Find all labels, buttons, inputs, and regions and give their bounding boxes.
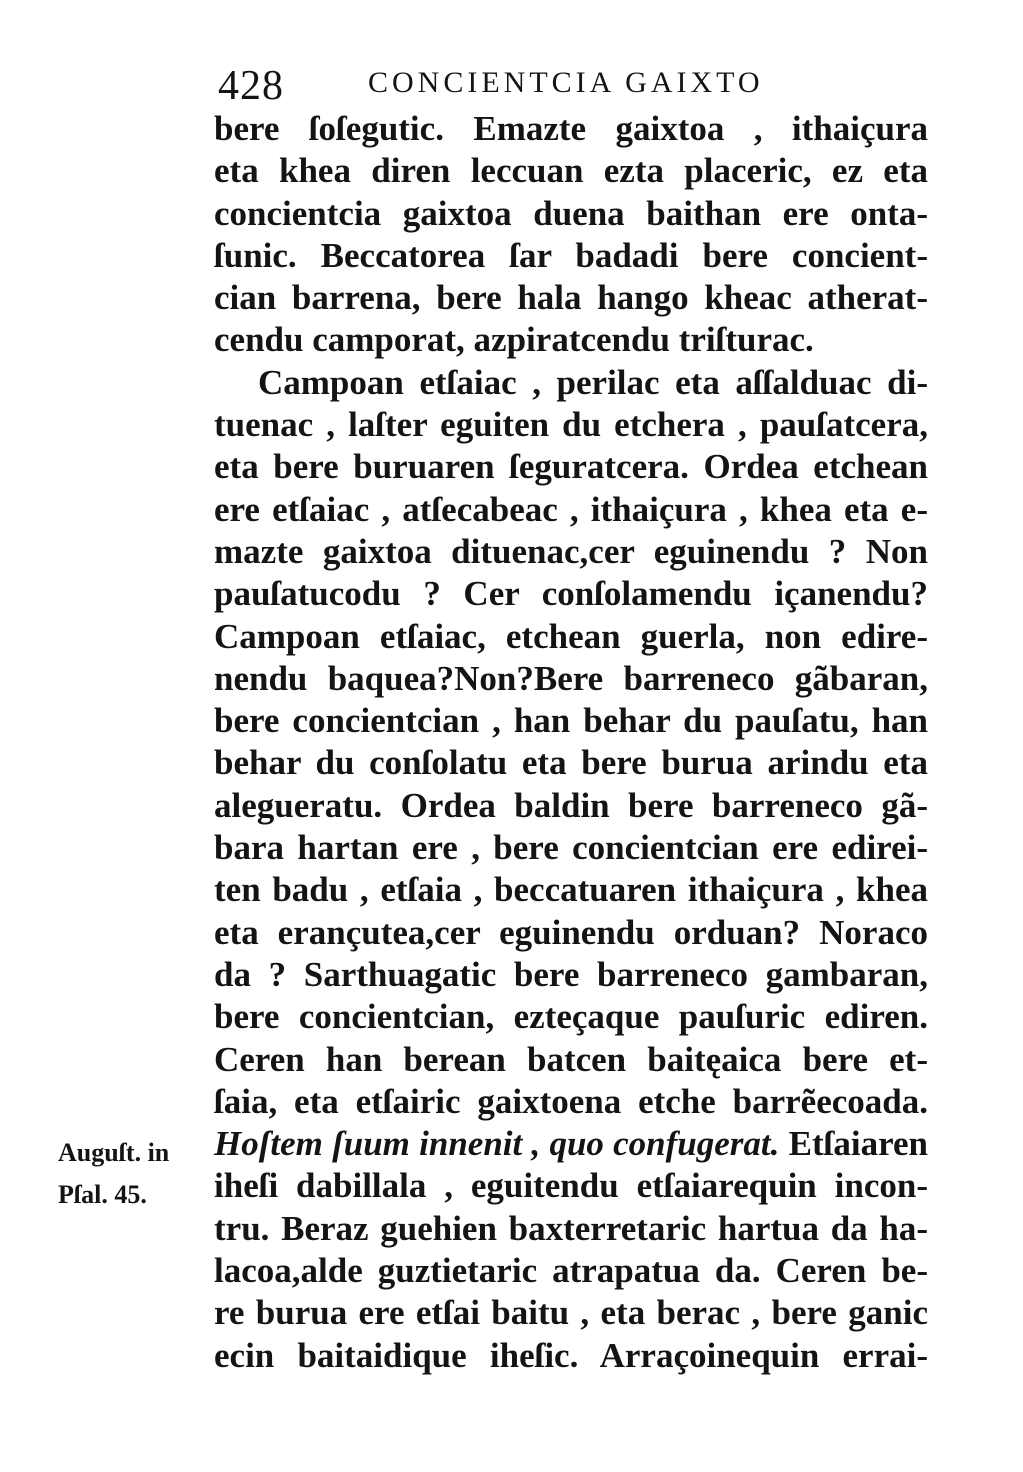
page-number: 428 xyxy=(218,63,284,109)
text-line: mazte gaixtoa dituenac,cer eguinendu ? Non xyxy=(214,531,928,571)
text-line: Ceren han berean batcen baitęaica bere et- xyxy=(214,1039,928,1079)
text-line: iheſi dabillala , eguitendu etſaiarequin incon- xyxy=(214,1166,928,1206)
text-line: alegueratu. Ordea baldin bere barreneco gã- xyxy=(214,785,928,825)
margin-citation-line: Pſal. 45. xyxy=(58,1180,147,1209)
text-line: tru. Beraz guehien baxterretaric hartua da ha- xyxy=(214,1208,928,1248)
text-line: bere ſoſegutic. Emazte gaixtoa , ithaiçura xyxy=(214,109,928,148)
margin-citation xyxy=(58,1132,208,1216)
text-line-with-latin-quote xyxy=(214,1123,928,1165)
text-line: ere etſaiac , atſecabeac , ithaiçura , khea eta e- xyxy=(214,489,928,529)
text-line: behar du conſolatu eta bere burua arindu eta xyxy=(214,743,928,783)
running-title: CONCIENTCIA GAIXTO xyxy=(368,66,764,99)
text-line: cian barrena, bere hala hango kheac atherat- xyxy=(214,278,928,318)
text-line: da ? Sarthuagatic bere barreneco gambaran, xyxy=(214,954,928,994)
text-line: lacoa,alde guztietaric atrapatua da. Ceren be- xyxy=(214,1251,928,1291)
text-line: bere concientcian , han behar du pauſatu, han xyxy=(214,701,928,741)
text-line: nendu baquea?Non?Bere barreneco gãbaran, xyxy=(214,658,928,698)
text-line: cendu camporat, azpiratcendu triſturac. xyxy=(214,320,814,360)
text-line: Campoan etſaiac, etchean guerla, non edire- xyxy=(214,616,928,656)
text-line: concientcia gaixtoa duena baithan ere onta- xyxy=(214,193,928,233)
body-text xyxy=(214,108,928,1377)
text-line: re burua ere etſai baitu , eta berac , bere ganic xyxy=(214,1293,928,1333)
text-line: bara hartan ere , bere concientcian ere edirei- xyxy=(214,828,928,868)
text-line: ten badu , etſaia , beccatuaren ithaiçura , khea xyxy=(214,870,928,910)
text-line-continuation: Etſaiaren xyxy=(779,1124,928,1164)
text-line: bere concientcian, ezteçaque pauſuric ediren. xyxy=(214,997,928,1037)
text-line: ſaia, eta etſairic gaixtoena etche barrẽecoada. xyxy=(214,1081,928,1121)
text-line: eta erançutea,cer eguinendu orduan? Noraco xyxy=(214,912,928,952)
text-line: ecin baitaidique iheſic. Arraçoinequin errai- xyxy=(214,1335,928,1375)
paragraph-first-line: Campoan etſaiac , perilac eta aſſalduac di- xyxy=(258,362,928,402)
text-line: eta khea diren leccuan ezta placeric, ez eta xyxy=(214,151,928,191)
text-line: pauſatucodu ? Cer conſolamendu içanendu? xyxy=(214,574,928,614)
text-line: tuenac , laſter eguiten du etchera , pauſatcera, xyxy=(214,405,928,445)
text-line: eta bere buruaren ſeguratcera. Ordea etchean xyxy=(214,447,928,487)
latin-quotation: Hoſtem ſuum innenit , quo confugerat. xyxy=(214,1124,780,1164)
text-line: ſunic. Beccatorea ſar badadi bere concient- xyxy=(214,235,928,275)
margin-citation-line: Auguſt. in xyxy=(58,1138,170,1167)
running-head xyxy=(218,52,918,112)
